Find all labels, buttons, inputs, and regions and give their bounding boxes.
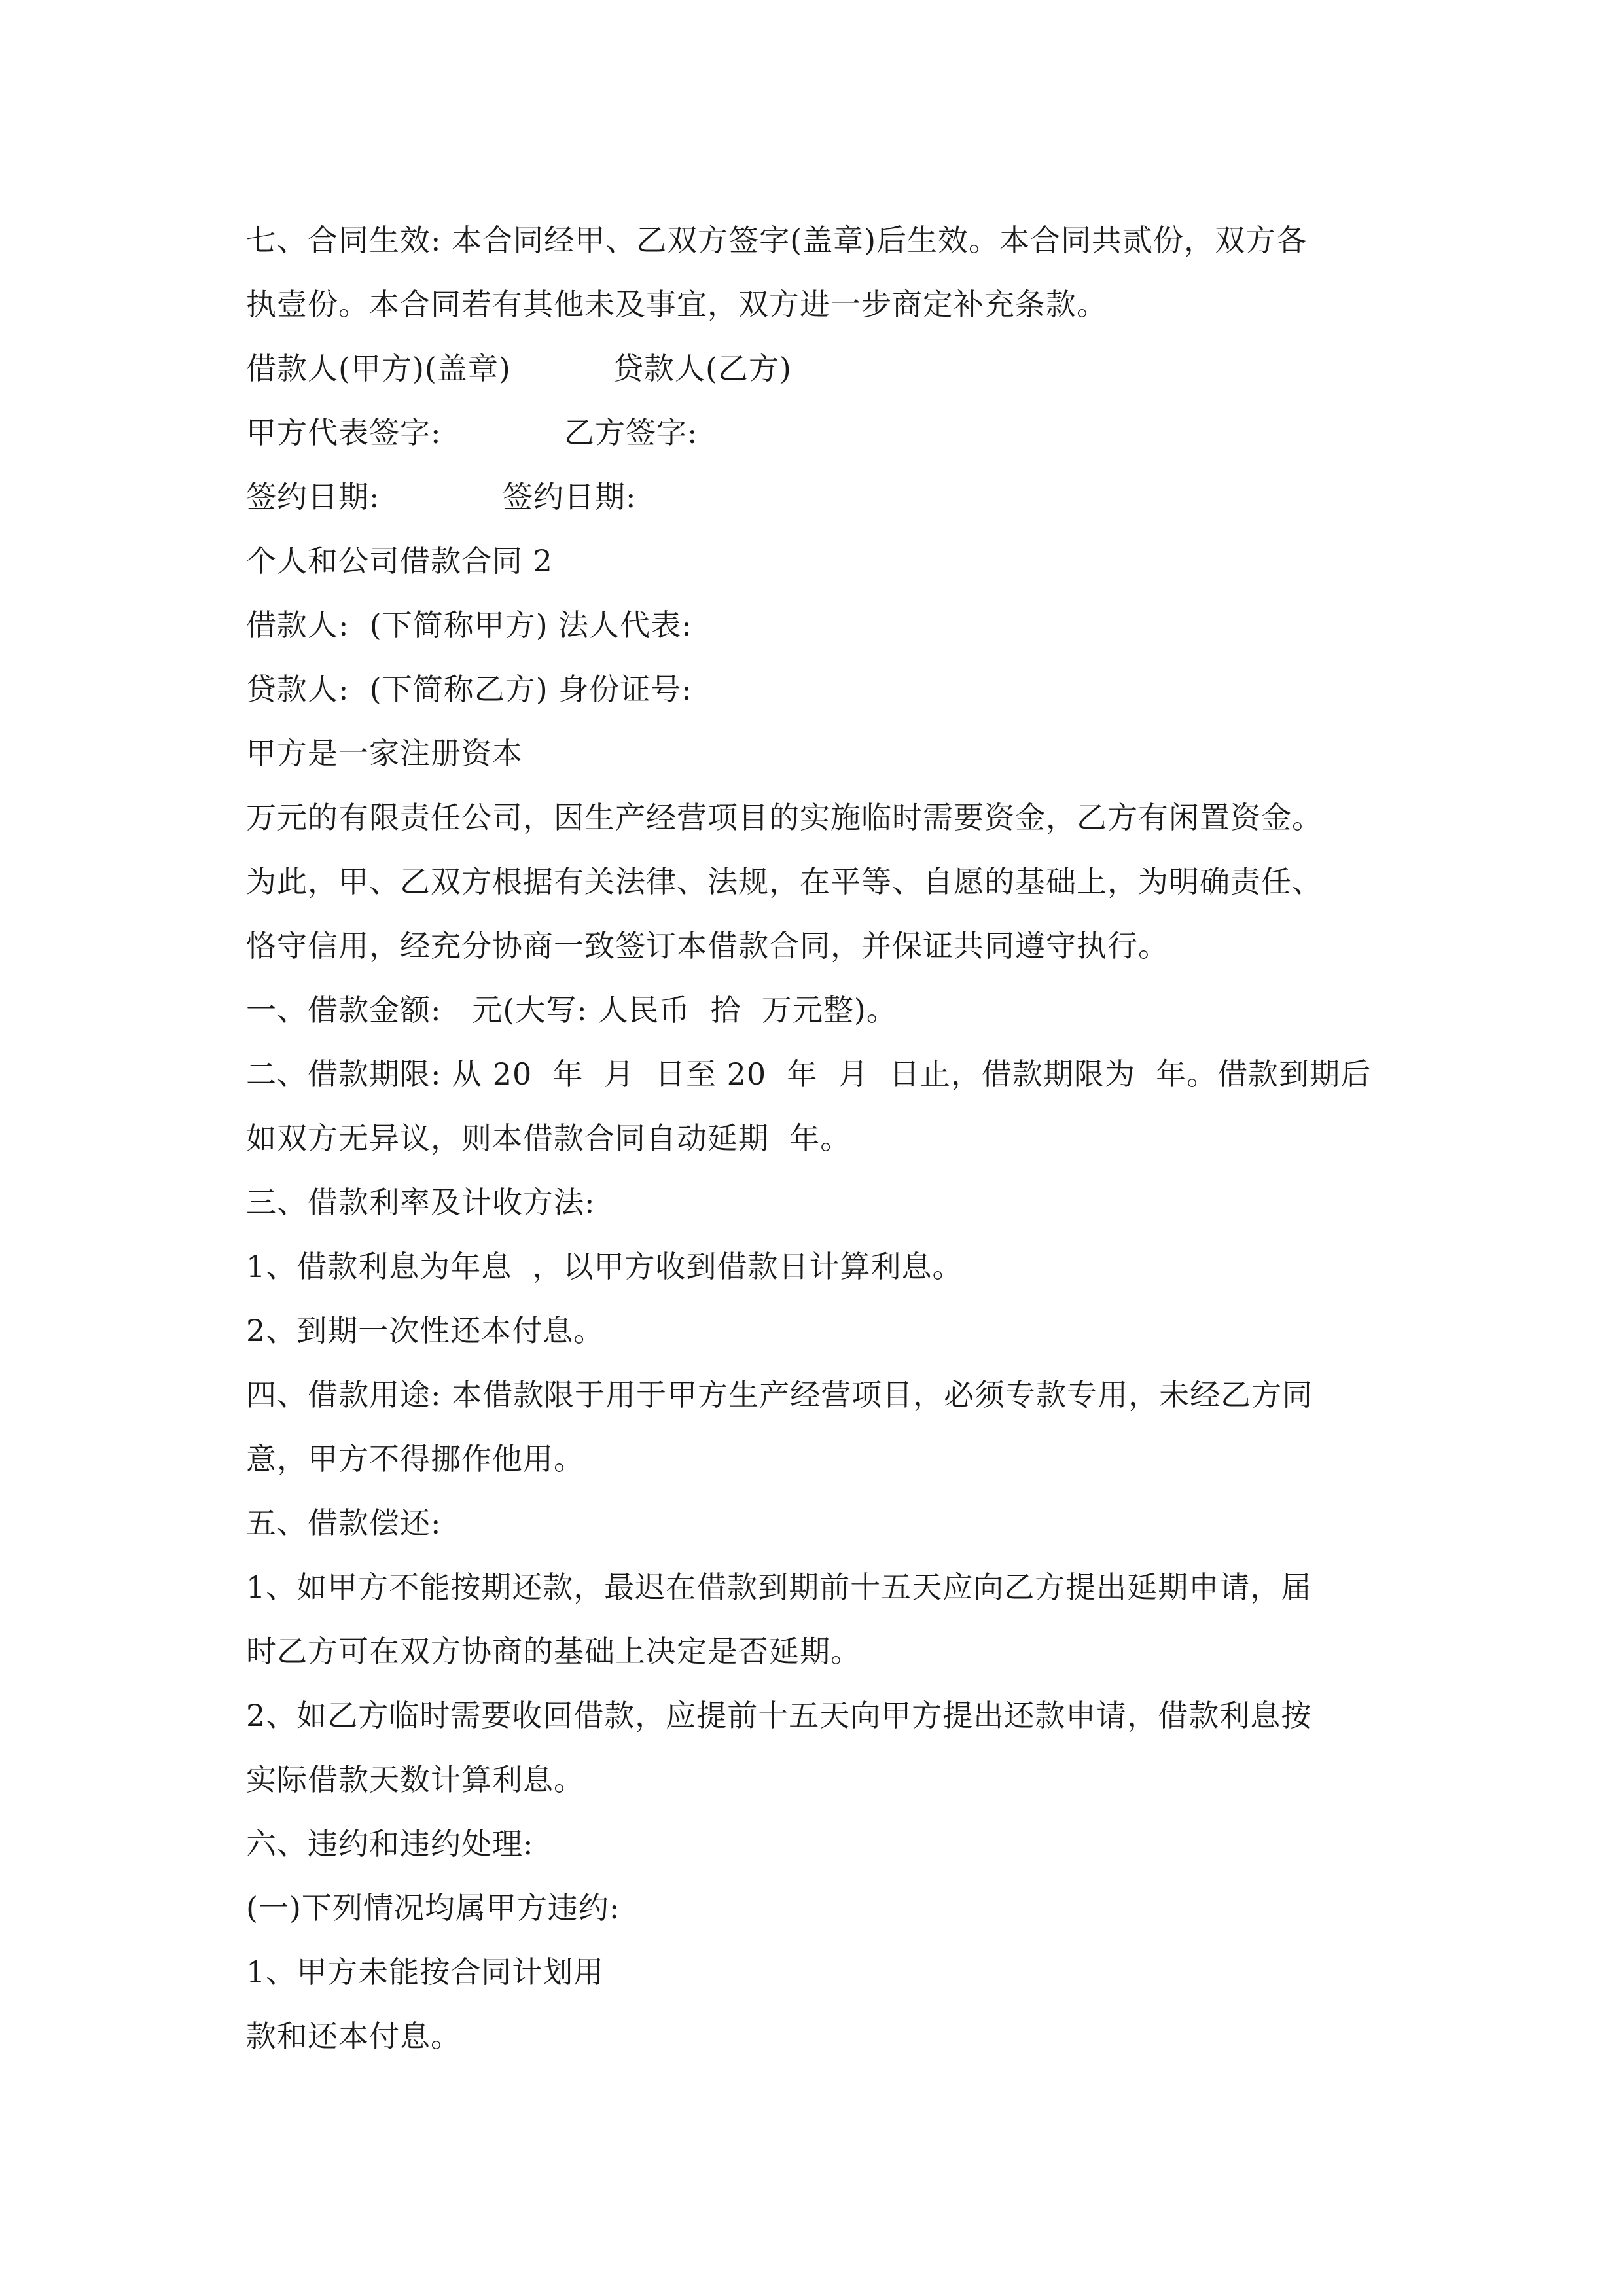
text-line: 签约日期: 签约日期: bbox=[246, 479, 637, 514]
text-line: 七、合同生效: 本合同经甲、乙双方签字(盖章)后生效。本合同共贰份，双方各 bbox=[246, 223, 1308, 258]
text-line: 四、借款用途: 本借款限于用于甲方生产经营项目，必须专款专用，未经乙方同 bbox=[246, 1377, 1313, 1412]
text-line: 甲方代表签字: 乙方签字: bbox=[246, 415, 698, 450]
text-line: 2、如乙方临时需要收回借款，应提前十五天向甲方提出还款申请，借款利息按 bbox=[246, 1698, 1312, 1733]
text-line: 意，甲方不得挪作他用。 bbox=[246, 1441, 584, 1477]
text-line: 1、甲方未能按合同计划用 bbox=[246, 1954, 605, 1990]
text-line: 1、如甲方不能按期还款，最迟在借款到期前十五天应向乙方提出延期申请，届 bbox=[246, 1570, 1312, 1605]
text-line: 如双方无异议，则本借款合同自动延期 年。 bbox=[246, 1121, 851, 1156]
text-line: 执壹份。本合同若有其他未及事宜，双方进一步商定补充条款。 bbox=[246, 287, 1107, 322]
text-line: 甲方是一家注册资本 bbox=[246, 736, 523, 771]
text-line: 2、到期一次性还本付息。 bbox=[246, 1313, 605, 1348]
text-line: 时乙方可在双方协商的基础上决定是否延期。 bbox=[246, 1634, 861, 1669]
text-line: 为此，甲、乙双方根据有关法律、法规，在平等、自愿的基础上，为明确责任、 bbox=[246, 864, 1323, 899]
document-body bbox=[246, 208, 1398, 2068]
text-line: 三、借款利率及计收方法: bbox=[246, 1185, 596, 1220]
text-line: 恪守信用，经充分协商一致签订本借款合同，并保证共同遵守执行。 bbox=[246, 928, 1169, 963]
text-line: 六、违约和违约处理: bbox=[246, 1826, 534, 1861]
text-line: 二、借款期限: 从 20 年 月 日至 20 年 月 日止，借款期限为 年。借款到期后 bbox=[246, 1056, 1372, 1092]
text-line: 万元的有限责任公司，因生产经营项目的实施临时需要资金，乙方有闲置资金。 bbox=[246, 800, 1323, 835]
text-line: 1、借款利息为年息 ，以甲方收到借款日计算利息。 bbox=[246, 1249, 963, 1284]
text-line: 五、借款偿还: bbox=[246, 1505, 442, 1541]
text-line: 借款人: (下简称甲方) 法人代表: bbox=[246, 607, 692, 643]
text-line: 实际借款天数计算利息。 bbox=[246, 1762, 584, 1797]
text-line: (一)下列情况均属甲方违约: bbox=[246, 1890, 620, 1926]
text-line: 贷款人: (下简称乙方) 身份证号: bbox=[246, 672, 692, 707]
text-line: 借款人(甲方)(盖章) 贷款人(乙方) bbox=[246, 351, 792, 386]
text-line: 一、借款金额: 元(大写: 人民币 拾 万元整)。 bbox=[246, 992, 897, 1028]
section-title: 个人和公司借款合同 2 bbox=[246, 543, 553, 579]
text-line: 款和还本付息。 bbox=[246, 2018, 461, 2054]
